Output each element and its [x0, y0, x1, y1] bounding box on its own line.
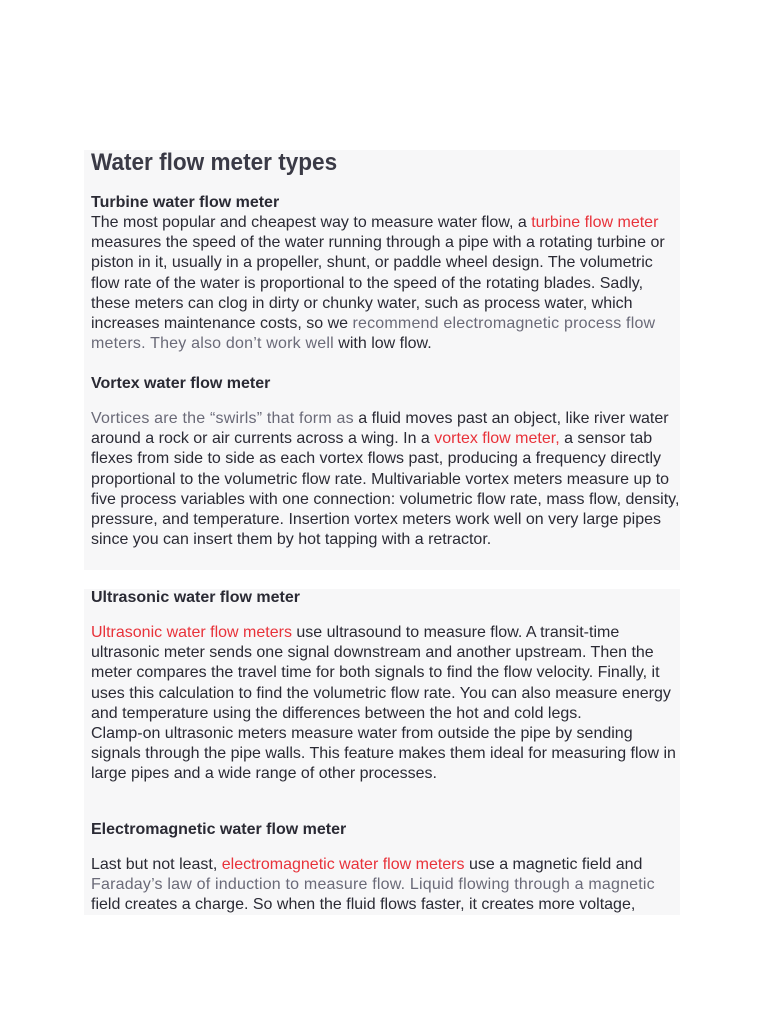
section-body-2: Clamp-on ultrasonic meters measure water from outside the pipe by sending signals through the pipe walls. This feature makes them ideal for measuring flow in large pipes and a wide range of other processes. [91, 725, 676, 783]
body-text: Last but not least, [91, 856, 222, 873]
body-text: a sensor tab flexes from side to side as each vortex flows past, producing a frequency directly proportional to the volumetric flow rate. Multivariable vortex meters measure up to five process variables with one connection: volumetric flow rate, mass flow, density, pressure, and temperature. Insertion vortex meters work well on very large pipes since you can insert them by hot tapping with a retractor. [91, 430, 680, 549]
body-text: field creates a charge. So when the fluid flows faster, it creates more voltage, [91, 896, 636, 914]
section-ultrasonic [91, 588, 681, 785]
body-text: measures the speed of the water running through a pipe with a rotating turbine or piston in it, usually in a propeller, shunt, or paddle wheel design. The volumetric flow rate of the water is proportional to the speed of the rotating blades. Sadly, these meters can clog in dirty or chunky water, such as process water, which increases maintenance costs, so we [91, 234, 665, 333]
section-heading: Vortex water flow meter [91, 375, 271, 392]
section-heading: Electromagnetic water flow meter [91, 821, 347, 838]
body-text: The most popular and cheapest way to measure water flow, a [91, 214, 532, 231]
section-electromagnetic [91, 820, 681, 916]
body-text: use ultrasound to measure flow. A transit-time ultrasonic meter sends one signal downstream and another upstream. Then the meter compares the travel time for both signals to find the flow velocity. Finally, it uses this calculation to find the volumetric flow rate. You can also measure energy and temperature using the differences between the hot and cold legs. [91, 624, 671, 722]
section-body [91, 213, 681, 354]
turbine-flow-meter-link[interactable]: turbine flow meter [531, 214, 659, 231]
body-text: with low flow. [333, 335, 432, 353]
section-body [91, 623, 681, 724]
section-heading: Ultrasonic water flow meter [91, 589, 300, 606]
section-body [91, 855, 681, 916]
body-text-light: recommend electromagnetic process flow meters. They also don’t work well [91, 315, 656, 353]
section-body [91, 409, 681, 550]
section-vortex [91, 374, 681, 550]
body-text-light: Vortices are the “swirls” that form as [91, 410, 354, 427]
body-text: a fluid moves past an object, like river water around a rock or air currents across a wing. In a [91, 410, 669, 448]
body-text: use a magnetic field and [464, 856, 643, 873]
body-text-light: Faraday’s law of induction to measure flow. Liquid flowing through a magnetic [91, 876, 655, 894]
ultrasonic-flow-meters-link[interactable]: Ultrasonic water flow meters [91, 624, 292, 641]
article-header [91, 149, 681, 177]
electromagnetic-flow-meters-link[interactable]: electromagnetic water flow meters [221, 856, 465, 873]
section-turbine [91, 193, 681, 354]
page-title: Water flow meter types [91, 149, 338, 176]
vortex-flow-meter-link[interactable]: vortex flow meter, [434, 430, 560, 448]
section-heading: Turbine water flow meter [91, 194, 280, 211]
